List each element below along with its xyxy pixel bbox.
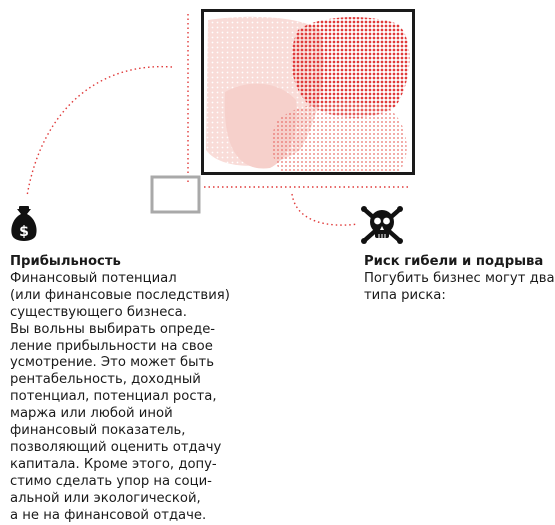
profit-line: альной или экологической, [10, 490, 201, 506]
money-bag-icon [11, 206, 36, 241]
profit-line: потенциал, потенциал роста, [10, 389, 217, 405]
svg-text:$: $ [19, 224, 29, 240]
risk-text-block [364, 254, 555, 305]
profit-line: Вы вольны выбирать опреде- [10, 321, 216, 337]
curve-to-profit [27, 67, 172, 196]
main-frame-group [203, 11, 414, 174]
profit-text-block [10, 254, 230, 525]
risk-title: Риск гибели и подрыва [364, 254, 544, 269]
profit-line: существующего бизнеса. [10, 304, 187, 320]
profit-line: стимо сделать упор на соци- [10, 473, 212, 489]
profit-line: финансовый показатель, [10, 423, 186, 439]
profit-title: Прибыльность [10, 254, 121, 269]
risk-line: типа риска: [364, 287, 446, 303]
curve-to-risk [292, 194, 358, 225]
profit-line: ление прибыльности на свое [10, 338, 213, 354]
profit-line: Финансовый потенциал [10, 270, 177, 286]
small-frame [152, 177, 199, 212]
sparse-red-blob [272, 102, 407, 172]
skull-crossbones-icon [361, 206, 403, 244]
profit-line: (или финансовые последствия) [10, 287, 230, 303]
profit-line: рентабельность, доходный [10, 372, 201, 388]
risk-line: Погубить бизнес могут два [364, 270, 555, 286]
profit-line: а не на финансовой отдаче. [10, 507, 207, 523]
profit-line: усмотрение. Это может быть [10, 355, 214, 371]
profit-line: капитала. Кроме этого, допу- [10, 456, 217, 472]
profit-line: маржа или любой иной [10, 406, 173, 422]
profit-line: позволяющий оценить отдачу [10, 439, 222, 455]
